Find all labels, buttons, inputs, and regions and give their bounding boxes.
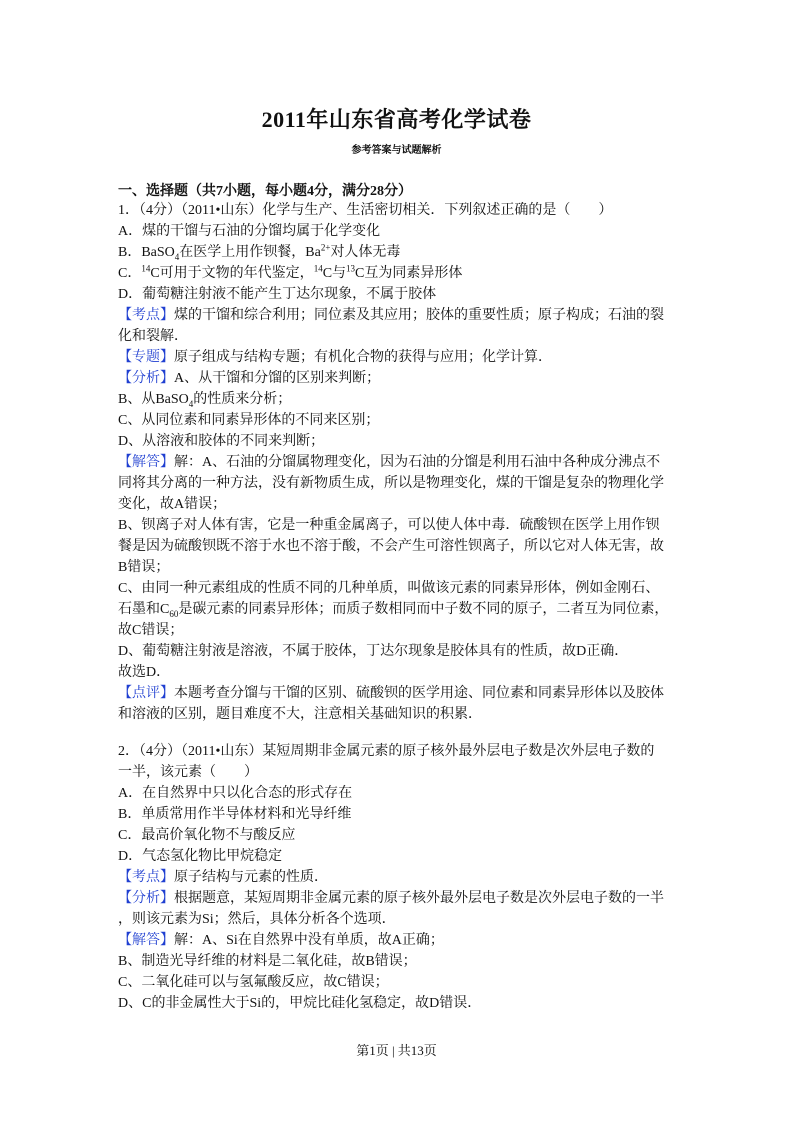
text-line: [118, 368, 678, 389]
text-line: [118, 930, 678, 951]
section-label: 【解答】: [118, 933, 174, 948]
text-segment: 是碳元素的同素异形体；而质子数相同而中子数不同的原子，二者互为同位素，: [178, 602, 669, 617]
question-2: [118, 741, 678, 1014]
text-segment: B、从BaSO: [118, 392, 189, 407]
supscript-text: 14: [141, 263, 151, 274]
text-segment: C．: [118, 266, 142, 281]
document-subtitle: 参考答案与试题解析: [351, 145, 442, 156]
text-line: [118, 410, 678, 431]
text-segment: 的性质来分析；: [193, 392, 292, 407]
text-line: [118, 263, 678, 284]
text-segment: B错误；: [118, 560, 170, 575]
text-line: [118, 783, 678, 804]
text-line: [118, 515, 678, 536]
text-segment: 本题考查分馏与干馏的区别、硫酸钡的医学用途、同位素和同素异形体以及胶体: [174, 686, 664, 701]
text-segment: C、二氧化硅可以与氢氟酸反应，故C错误；: [118, 975, 389, 990]
text-segment: 煤的干馏和综合利用；同位素及其应用；胶体的重要性质；原子构成；石油的裂: [174, 308, 664, 323]
text-segment: 一半，该元素（ ）: [118, 765, 258, 780]
text-segment: 故选D．: [118, 665, 171, 680]
text-line: [118, 641, 678, 662]
section-label: 【分析】: [118, 891, 174, 906]
supscript-text: 14: [313, 263, 323, 274]
text-segment: D、葡萄糖注射液是溶液，不属于胶体，丁达尔现象是胶体具有的性质，故D正确．: [118, 644, 629, 659]
text-line: [118, 620, 678, 641]
text-segment: 2．（4分）（2011•山东）某短周期非金属元素的原子核外最外层电子数是次外层电子数的: [118, 744, 655, 759]
text-line: [118, 578, 678, 599]
text-segment: A、从干馏和分馏的区别来判断；: [174, 371, 381, 386]
text-segment: 和溶液的区别，题目难度不大，注意相关基础知识的积累．: [118, 707, 482, 722]
supscript-text: 13: [346, 263, 356, 274]
section-label: 【考点】: [118, 308, 174, 323]
text-segment: 同将其分离的一种方法，没有新物质生成，所以是物理变化，煤的干馏是复杂的物理化学: [118, 476, 664, 491]
section-heading: 一、选择题（共7小题，每小题4分，满分28分）: [118, 184, 412, 199]
text-line: [118, 200, 678, 221]
text-segment: C互为同素异形体: [355, 266, 463, 281]
section-label: 【分析】: [118, 371, 174, 386]
text-segment: 化和裂解．: [118, 329, 188, 344]
text-segment: C、由同一种元素组成的性质不同的几种单质，叫做该元素的同素异形体，例如金刚石、: [118, 581, 660, 596]
text-segment: A．在自然界中只以化合态的形式存在: [118, 786, 353, 801]
subscript-text: 4: [188, 398, 194, 409]
text-segment: 石墨和C: [118, 602, 170, 617]
text-line: [118, 741, 678, 762]
text-line: [118, 347, 678, 368]
page-footer: 第1页 | 共13页: [356, 1043, 437, 1058]
document-title: 2011年山东省高考化学试卷: [261, 107, 532, 132]
subscript-text: 60: [169, 608, 179, 619]
text-segment: D、从溶液和胶体的不同来判断；: [118, 434, 325, 449]
text-line: [118, 683, 678, 704]
text-line: [118, 846, 678, 867]
text-segment: 餐是因为硫酸钡既不溶于水也不溶于酸，不会产生可溶性钡离子，所以它对人体无害，故: [118, 539, 664, 554]
text-line: [118, 972, 678, 993]
text-segment: 原子结构与元素的性质．: [174, 870, 328, 885]
text-line: [118, 305, 678, 326]
text-segment: D．葡萄糖注射液不能产生丁达尔现象，不属于胶体: [118, 287, 437, 302]
section-label: 【点评】: [118, 686, 174, 701]
subscript-text: 4: [174, 251, 180, 262]
text-line: [118, 557, 678, 578]
text-segment: C可用于文物的年代鉴定，: [150, 266, 314, 281]
text-segment: C与: [322, 266, 347, 281]
text-line: [118, 909, 678, 930]
text-line: [118, 867, 678, 888]
text-line: [118, 993, 678, 1014]
text-segment: B．单质常用作半导体材料和光导纤维: [118, 807, 352, 822]
text-segment: 解：A、石油的分馏属物理变化，因为石油的分馏是利用石油中各种成分沸点不: [174, 455, 661, 470]
section-label: 【专题】: [118, 350, 174, 365]
text-line: [118, 284, 678, 305]
section-label: 【解答】: [118, 455, 174, 470]
question-1: [118, 200, 678, 725]
text-segment: C．最高价氧化物不与酸反应: [118, 828, 296, 843]
text-line: [118, 762, 678, 783]
text-segment: 原子组成与结构专题；有机化合物的获得与应用；化学计算．: [174, 350, 552, 365]
text-line: [118, 804, 678, 825]
text-segment: A．煤的干馏与石油的分馏均属于化学变化: [118, 224, 381, 239]
text-segment: C、从同位素和同素异形体的不同来区别；: [118, 413, 380, 428]
text-segment: 故C错误；: [118, 623, 184, 638]
text-segment: ，则该元素为Si；然后，具体分析各个选项．: [118, 912, 396, 927]
text-segment: 根据题意，某短周期非金属元素的原子核外最外层电子数是次外层电子数的一半: [174, 891, 664, 906]
supscript-text: 2+: [320, 242, 331, 253]
text-line: [118, 536, 678, 557]
text-line: [118, 431, 678, 452]
text-segment: D、C的非金属性大于Si的，甲烷比硅化氢稳定，故D错误．: [118, 996, 482, 1011]
section-label: 【考点】: [118, 870, 174, 885]
text-line: [118, 662, 678, 683]
text-segment: 对人体无毒: [330, 245, 401, 260]
text-line: [118, 452, 678, 473]
text-line: [118, 326, 678, 347]
text-line: [118, 951, 678, 972]
text-line: [118, 599, 678, 620]
text-segment: B．BaSO: [118, 245, 175, 260]
text-line: [118, 825, 678, 846]
text-line: [118, 494, 678, 515]
text-line: [118, 221, 678, 242]
question-gap: [118, 725, 678, 741]
text-line: [118, 888, 678, 909]
text-segment: 1．（4分）（2011•山东）化学与生产、生活密切相关．下列叙述正确的是（ ）: [118, 203, 613, 218]
text-segment: 变化，故A错误；: [118, 497, 227, 512]
document-body: [118, 200, 678, 1014]
text-segment: B、钡离子对人体有害，它是一种重金属离子，可以使人体中毒．硫酸钡在医学上用作钡: [118, 518, 660, 533]
text-segment: 在医学上用作钡餐，Ba: [179, 245, 321, 260]
text-line: [118, 242, 678, 263]
text-line: [118, 473, 678, 494]
text-line: [118, 704, 678, 725]
text-line: [118, 389, 678, 410]
text-segment: D．气态氢化物比甲烷稳定: [118, 849, 283, 864]
text-segment: B、制造光导纤维的材料是二氧化硅，故B错误；: [118, 954, 417, 969]
text-segment: 解：A、Si在自然界中没有单质，故A正确；: [174, 933, 444, 948]
